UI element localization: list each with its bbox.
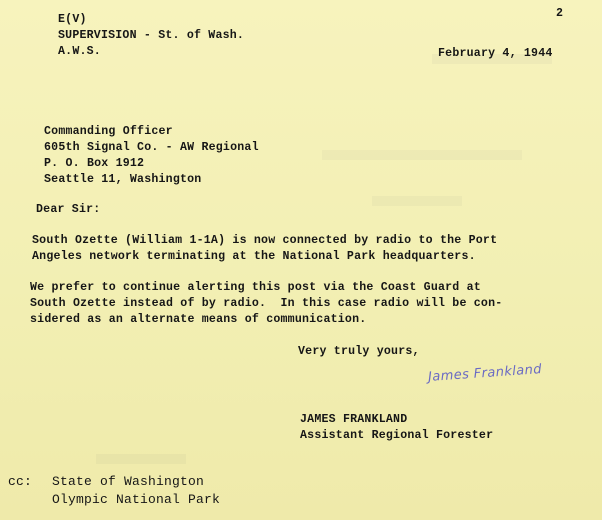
salutation: Dear Sir: [36, 203, 101, 216]
handwritten-signature: James Frankland [427, 362, 543, 385]
signer-name: JAMES FRANKLAND [300, 413, 408, 426]
valediction: Very truly yours, [298, 345, 420, 358]
bleed-through-mark [96, 454, 186, 464]
signer-title: Assistant Regional Forester [300, 429, 494, 442]
cc-label: cc: [8, 474, 33, 489]
bleed-through-mark [322, 150, 522, 160]
bleed-through-mark [372, 196, 462, 206]
body-paragraph-1-line-1: South Ozette (William 1-1A) is now connected by radio to the Port [32, 234, 498, 247]
letter-date: February 4, 1944 [438, 47, 553, 60]
address-line-3: P. O. Box 1912 [44, 157, 145, 170]
file-code: E(V) [58, 13, 87, 26]
body-paragraph-2-line-1: We prefer to continue alerting this post via the Coast Guard at [30, 281, 481, 294]
cc-line-2: Olympic National Park [52, 492, 221, 507]
subject-line: SUPERVISION - St. of Wash. [58, 29, 245, 42]
body-paragraph-1-line-2: Angeles network terminating at the National Park headquarters. [32, 250, 476, 263]
address-line-4: Seattle 11, Washington [44, 173, 202, 186]
address-line-2: 605th Signal Co. - AW Regional [44, 141, 259, 154]
page-number: 2 [556, 7, 564, 20]
body-paragraph-2-line-2: South Ozette instead of by radio. In this case radio will be con- [30, 297, 503, 310]
body-paragraph-2-line-3: sidered as an alternate means of communication. [30, 313, 367, 326]
address-line-1: Commanding Officer [44, 125, 173, 138]
cc-line-1: State of Washington [52, 474, 205, 489]
initials: A.W.S. [58, 45, 101, 58]
